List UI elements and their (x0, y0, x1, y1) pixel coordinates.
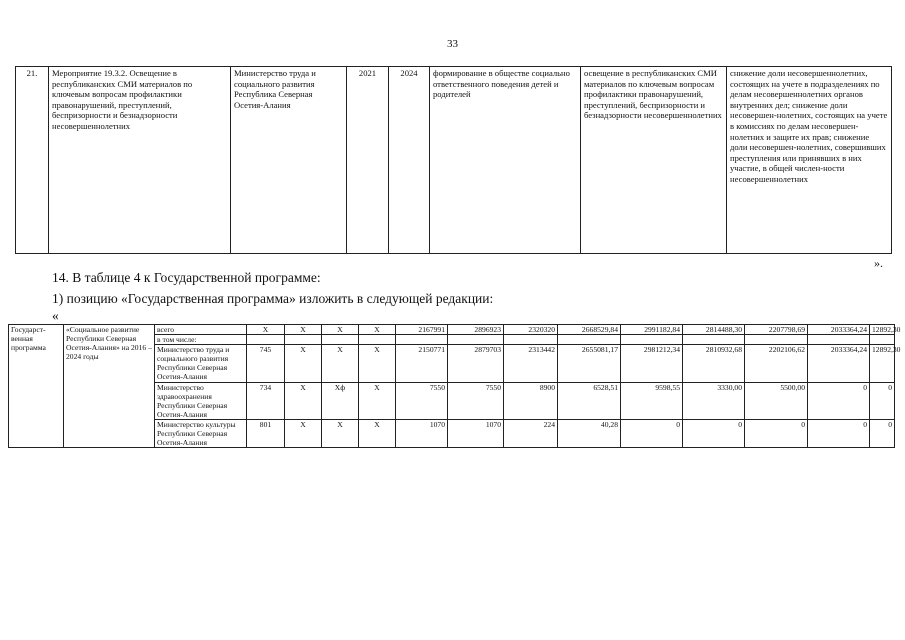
cell: 3330,00 (683, 382, 745, 419)
year-start: 2021 (347, 67, 389, 254)
cell: 2655081,17 (558, 345, 621, 382)
paragraph-1: 14. В таблице 4 к Государственной программе: (52, 270, 321, 285)
cell (504, 335, 558, 345)
cell (359, 335, 396, 345)
cell (396, 335, 448, 345)
page-number: 33 (447, 38, 458, 50)
main-direction: освещение в республиканских СМИ материалов по ключевым вопросам профилактики правонарушений, преступлений, беспризорности и безнадзорности несовершеннолетних (581, 67, 727, 254)
row-number: 21. (16, 67, 49, 254)
cell: 2981212,34 (621, 345, 683, 382)
row-label: Министерство культуры Республики Северная Осетия-Алания (155, 419, 247, 447)
cell: 0 (870, 419, 895, 447)
cell: X (359, 325, 396, 335)
cell: 40,28 (558, 419, 621, 447)
cell: 2167991 (396, 325, 448, 335)
cell: 2202106,62 (745, 345, 808, 382)
closing-quote: ». (874, 256, 883, 270)
cell: 0 (621, 419, 683, 447)
cell (247, 335, 285, 345)
cell: X (322, 325, 359, 335)
cell: 734 (247, 382, 285, 419)
cell: 2896923 (448, 325, 504, 335)
cell: 1070 (396, 419, 448, 447)
row-label: Министерство труда и социального развития Республики Северная Осетия-Алания (155, 345, 247, 382)
cell: X (359, 419, 396, 447)
program-status: Государст-венная программа (9, 325, 64, 448)
row-label: Министерство здравоохранения Республики Северная Осетия-Алания (155, 382, 247, 419)
cell: 7550 (448, 382, 504, 419)
cell: 224 (504, 419, 558, 447)
cell: X (359, 345, 396, 382)
cell: 0 (745, 419, 808, 447)
cell: 2879703 (448, 345, 504, 382)
event-name: Мероприятие 19.3.2. Освещение в республиканских СМИ материалов по ключевым вопросам профилактики правонарушений, преступлений, беспризорности и безнадзорности несовершеннолетних (49, 67, 231, 254)
cell: 2207798,69 (745, 325, 808, 335)
cell: X (285, 325, 322, 335)
cell: X (285, 345, 322, 382)
cell: 2320320 (504, 325, 558, 335)
cell (808, 335, 870, 345)
cell: 2668529,84 (558, 325, 621, 335)
cell: Xф (322, 382, 359, 419)
cell: 801 (247, 419, 285, 447)
paragraph-2: 1) позицию «Государственная программа» изложить в следующей редакции: (52, 291, 494, 306)
row-label: всего (155, 325, 247, 335)
cell: 2810932,68 (683, 345, 745, 382)
cell: 8900 (504, 382, 558, 419)
finance-table (8, 324, 901, 448)
cell: 5500,00 (745, 382, 808, 419)
year-end: 2024 (389, 67, 430, 254)
cell (558, 335, 621, 345)
cell: 2033364,24 (808, 345, 870, 382)
cell: X (322, 345, 359, 382)
cell: 2150771 (396, 345, 448, 382)
table-row (16, 67, 892, 254)
cell: 2814488,30 (683, 325, 745, 335)
cell: 2991182,84 (621, 325, 683, 335)
cell: X (285, 382, 322, 419)
table-row (9, 325, 895, 335)
cell: 745 (247, 345, 285, 382)
cell: 0 (808, 382, 870, 419)
cell: X (247, 325, 285, 335)
cell (745, 335, 808, 345)
opening-quote: « (52, 308, 59, 323)
cell: 0 (870, 382, 895, 419)
cell: X (285, 419, 322, 447)
cell: X (322, 419, 359, 447)
cell (621, 335, 683, 345)
cell (683, 335, 745, 345)
expected-result: формирование в обществе социально ответственного поведения детей и родителей (430, 67, 581, 254)
cell: 1070 (448, 419, 504, 447)
cell: 6528,51 (558, 382, 621, 419)
cell: 9598,55 (621, 382, 683, 419)
cell: 12892,30 (870, 345, 895, 382)
cell: 2313442 (504, 345, 558, 382)
cell: 2033364,24 (808, 325, 870, 335)
cell (870, 335, 895, 345)
cell: 12892,30 (870, 325, 895, 335)
program-name: «Социальное развитие Республики Северная Осетия-Алания» на 2016 – 2024 годы (64, 325, 155, 448)
row-label: в том числе: (155, 335, 247, 345)
cell: X (359, 382, 396, 419)
cell (322, 335, 359, 345)
cell: 7550 (396, 382, 448, 419)
cell: 0 (683, 419, 745, 447)
cell (285, 335, 322, 345)
event-table (15, 66, 892, 254)
executor: Министерство труда и социального развития Республика Северная Осетия-Алания (231, 67, 347, 254)
cell: 0 (808, 419, 870, 447)
cell (448, 335, 504, 345)
indicators: снижение доли несовершеннолетних, состоящих на учете в подразделениях по делам несовершеннолетних органов внутренних дел; снижение доли несовершен-нолетних, состоящих на учете в комиссиях по делам несовершен-нолетних и защите их прав; снижение доли несовершен-нолетних, совершивших преступления или принявших в них участие, в общей числен-ности несовершеннолетних (727, 67, 892, 254)
